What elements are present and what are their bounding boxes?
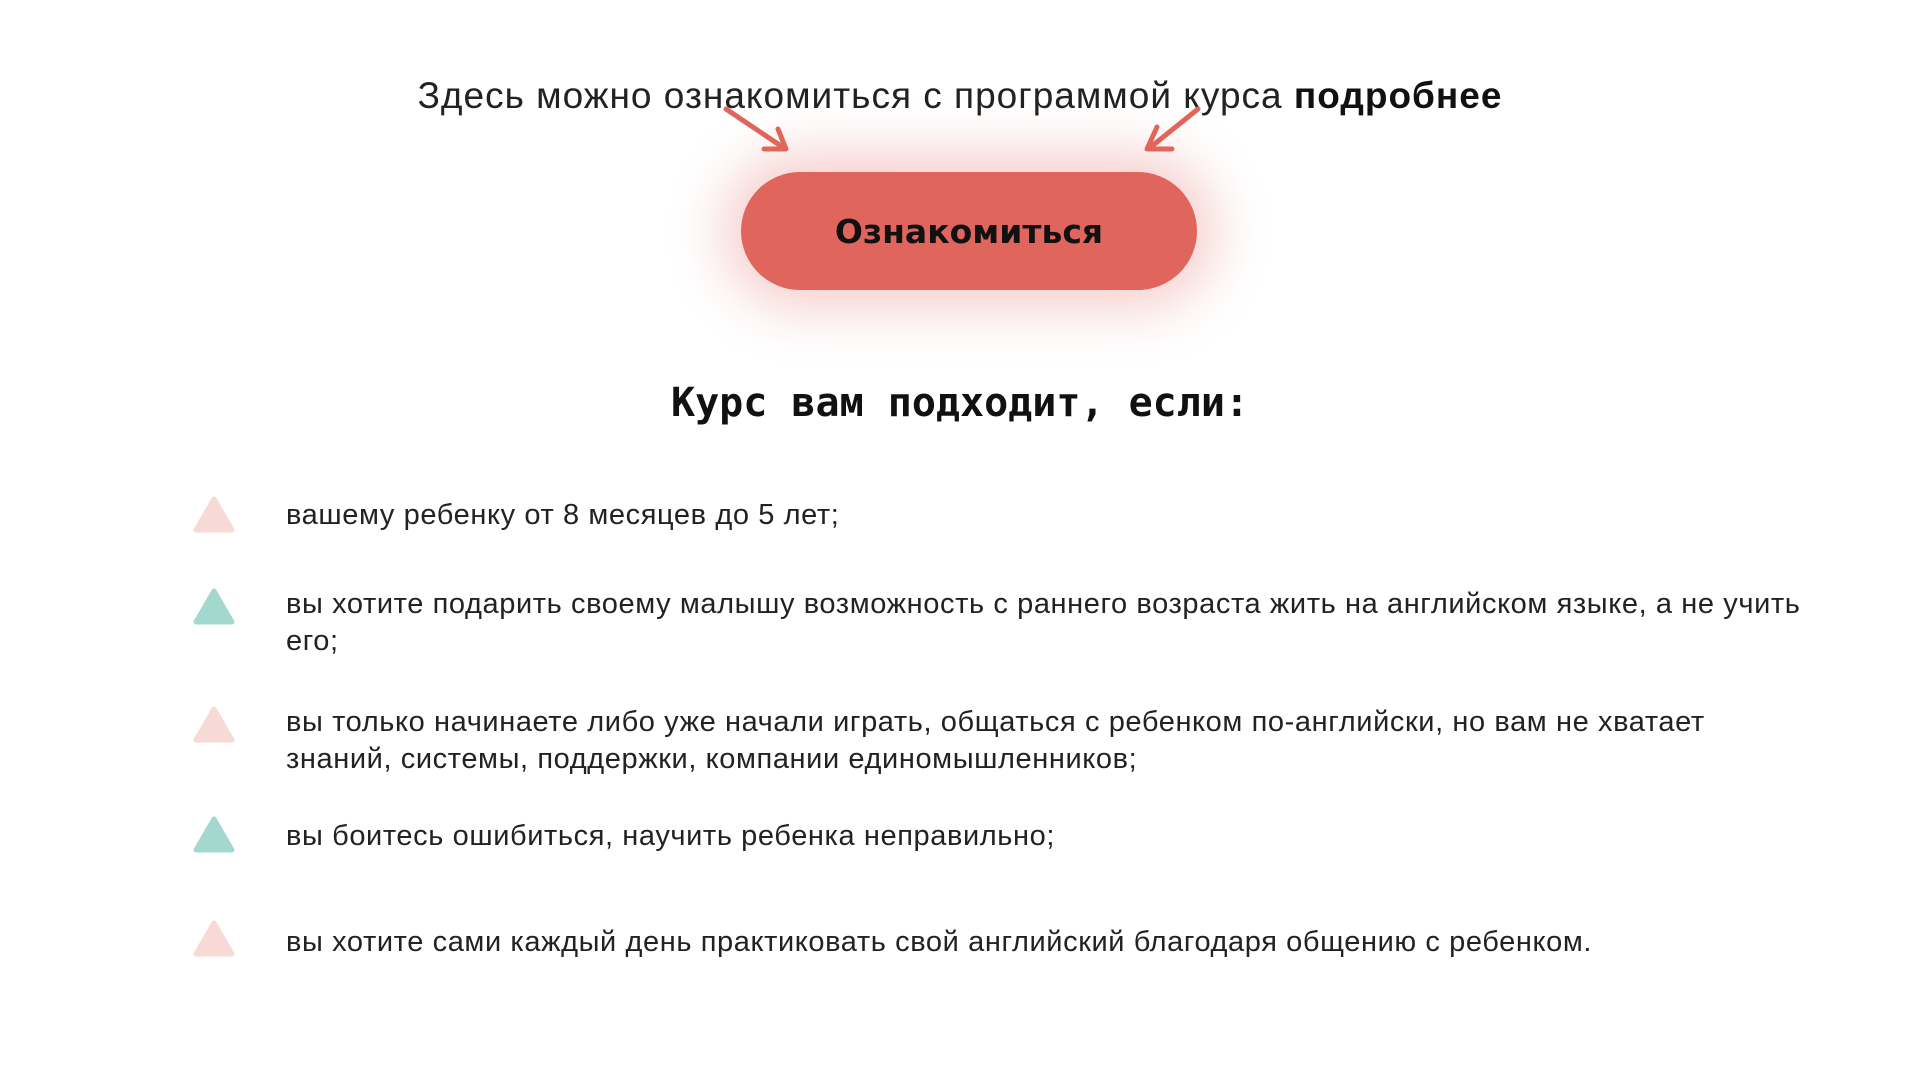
arrow-down-left-icon xyxy=(1132,100,1222,170)
triangle-bullet-icon xyxy=(192,586,236,626)
intro-main-text: Здесь можно ознакомиться с программой курса xyxy=(417,75,1294,116)
intro-emphasis-text: подробнее xyxy=(1293,75,1503,116)
triangle-bullet-icon xyxy=(192,704,236,744)
criteria-text: вашему ребенку от 8 месяцев до 5 лет; xyxy=(286,499,840,531)
open-program-button[interactable]: Ознакомиться xyxy=(741,172,1197,290)
triangle-bullet-icon xyxy=(192,494,236,534)
criteria-text: вы хотите подарить своему малышу возможность с раннего возраста жить на английском языке, а не учить его; xyxy=(286,588,1801,657)
criteria-text: вы только начинаете либо уже начали играть, общаться с ребенком по-английски, но вам не хватает знаний, системы, поддержки, компании единомышленников; xyxy=(286,706,1705,775)
triangle-bullet-icon xyxy=(192,918,236,958)
criteria-text: вы хотите сами каждый день практиковать свой английский благодаря общению с ребенком. xyxy=(286,926,1593,958)
arrow-down-right-icon xyxy=(718,100,808,170)
criteria-text: вы боитесь ошибиться, научить ребенка неправильно; xyxy=(286,820,1055,852)
section-title: Курс вам подходит, если: xyxy=(671,380,1249,426)
intro-text xyxy=(0,75,1920,117)
triangle-bullet-icon xyxy=(192,814,236,854)
